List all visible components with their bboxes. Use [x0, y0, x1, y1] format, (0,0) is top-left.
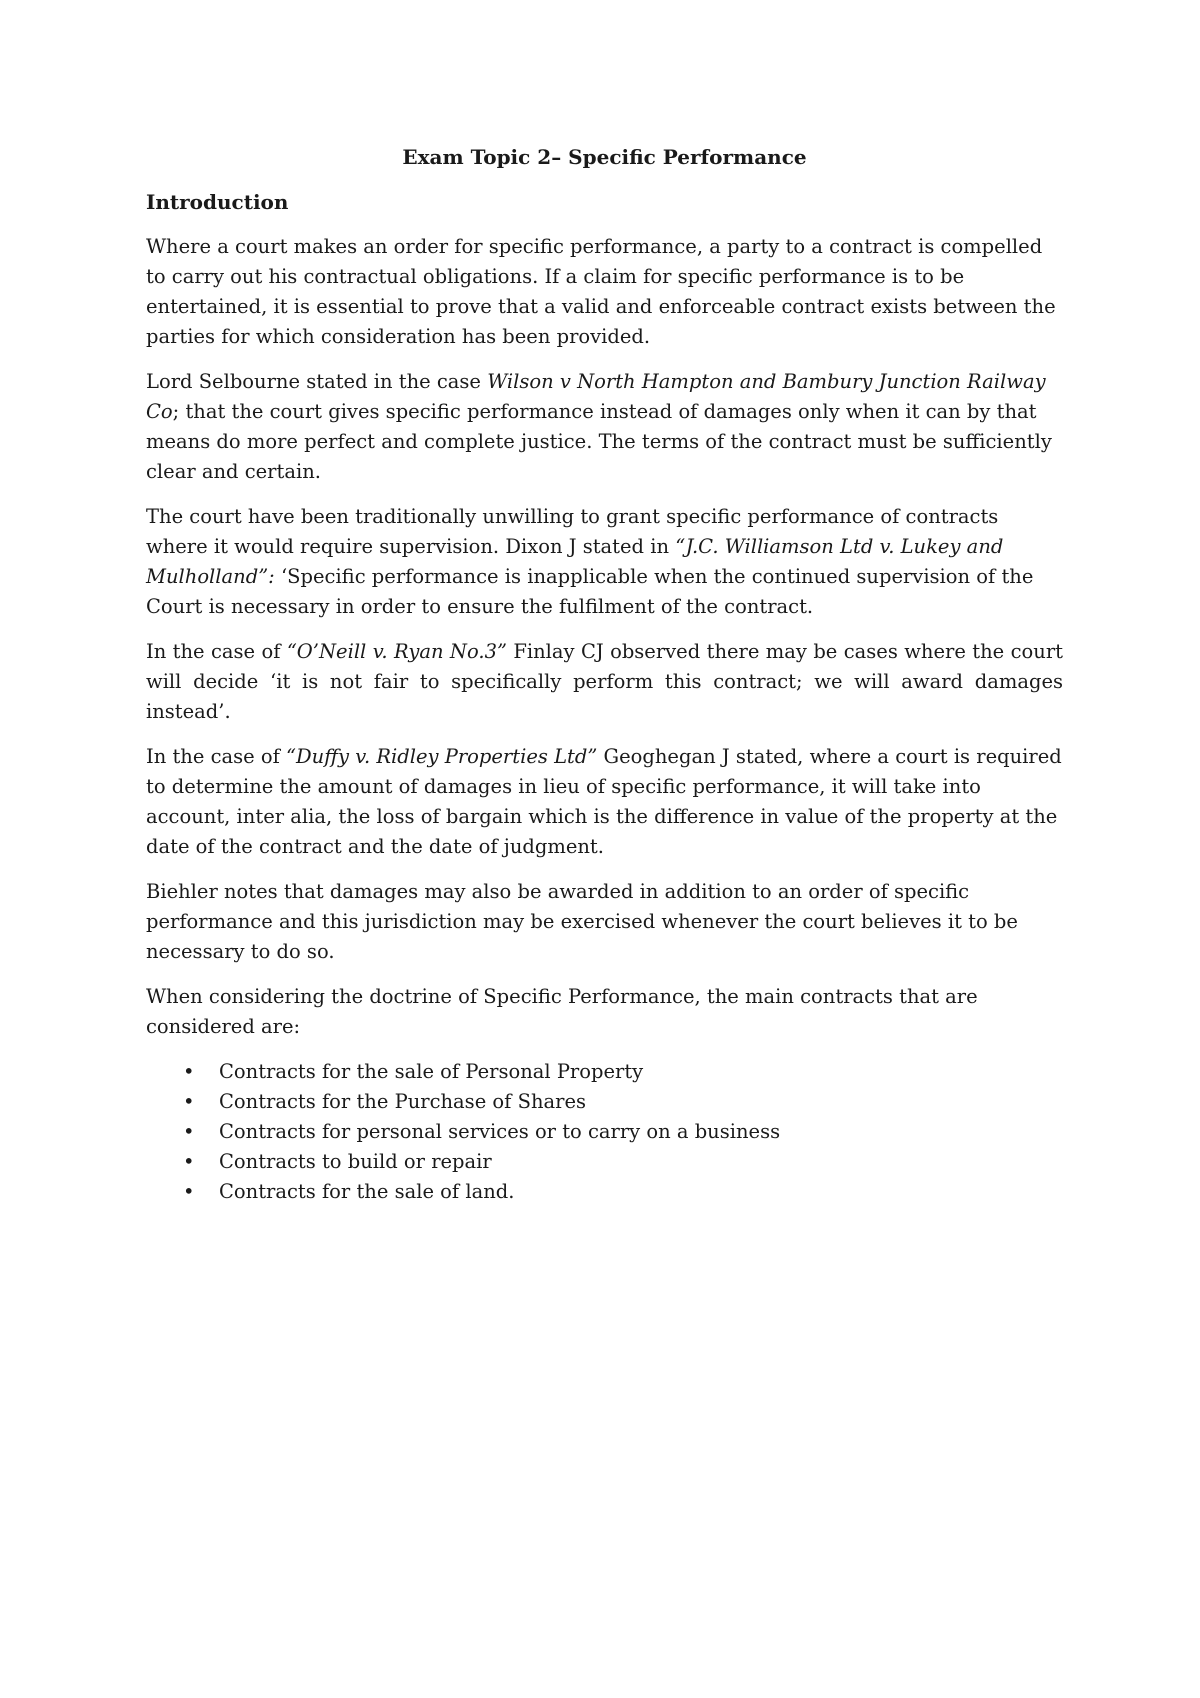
paragraph-wilson — [146, 367, 1063, 487]
paragraph-duffy — [146, 742, 1063, 862]
paragraph-text: ; that the court gives specific performance instead of damages only when it can by that means do more perfect and complete justice. The terms of the contract must be sufficiently clear and certain. — [146, 400, 1052, 483]
contracts-list — [146, 1057, 1063, 1207]
case-name: “J.C. Williamson Ltd v. Lukey and Mulholland”: — [146, 535, 1004, 588]
list-item-text: Contracts for the Purchase of Shares — [219, 1090, 586, 1113]
bullet-icon: • — [183, 1060, 195, 1083]
paragraph-williamson — [146, 502, 1063, 622]
paragraph-contracts-intro: When considering the doctrine of Specific Performance, the main contracts that are considered are: — [146, 985, 978, 1038]
list-item-text: Contracts for the sale of Personal Property — [219, 1060, 644, 1083]
paragraph-biehler: Biehler notes that damages may also be awarded in addition to an order of specific performance and this jurisdiction may be exercised whenever the court believes it to be necessary to do so. — [146, 880, 1018, 963]
case-name: Wilson v North Hampton and Bambury Junction Railway Co — [146, 370, 1046, 423]
bullet-icon: • — [183, 1150, 195, 1173]
paragraph-text: ‘Specific performance is inapplicable when the continued supervision of the Court is necessary in order to ensure the fulfilment of the contract. — [146, 565, 1034, 618]
list-item-text: Contracts to build or repair — [219, 1150, 492, 1173]
case-name: “Duffy v. Ridley Properties Ltd” — [286, 745, 598, 768]
case-name: “O’Neill v. Ryan No.3” — [286, 640, 507, 663]
paragraph-oneill — [146, 637, 1063, 727]
paragraph-intro: Where a court makes an order for specific performance, a party to a contract is compelled to carry out his contractual obligations. If a claim for specific performance is to be entertained, it is essential to prove that a valid and enforceable contract exists between the parties for which consideration has been provided. — [146, 235, 1056, 348]
list-item-text: Contracts for the sale of land. — [219, 1180, 515, 1203]
list-item — [146, 1177, 1063, 1207]
paragraph-text: In the case of — [146, 640, 287, 663]
document-title: Exam Topic 2– Specific Performance — [402, 145, 807, 169]
bullet-icon: • — [183, 1090, 195, 1113]
list-item-text: Contracts for personal services or to carry on a business — [219, 1120, 781, 1143]
list-item — [146, 1087, 1063, 1117]
paragraph-text: Geoghegan J stated, where a court is required to determine the amount of damages in lieu of specific performance, it will take into account, inter alia, the loss of bargain which is the difference in value of the property at the date of the contract and the date of judgment. — [146, 745, 1062, 858]
bullet-icon: • — [183, 1120, 195, 1143]
document-body — [146, 142, 1063, 1207]
paragraph-text: Lord Selbourne stated in the case — [146, 370, 488, 393]
section-heading: Introduction — [146, 190, 289, 214]
list-item — [146, 1057, 1063, 1087]
list-item — [146, 1117, 1063, 1147]
list-item — [146, 1147, 1063, 1177]
paragraph-text: In the case of — [146, 745, 287, 768]
paragraph-text: Finlay CJ observed there may be cases where the court will decide ‘it is not fair to specifically perform this contract; we will award damages instead’. — [146, 640, 1063, 723]
paragraph-text: The court have been traditionally unwilling to grant specific performance of contracts where it would require supervision. Dixon J stated in — [146, 505, 999, 558]
bullet-icon: • — [183, 1180, 195, 1203]
